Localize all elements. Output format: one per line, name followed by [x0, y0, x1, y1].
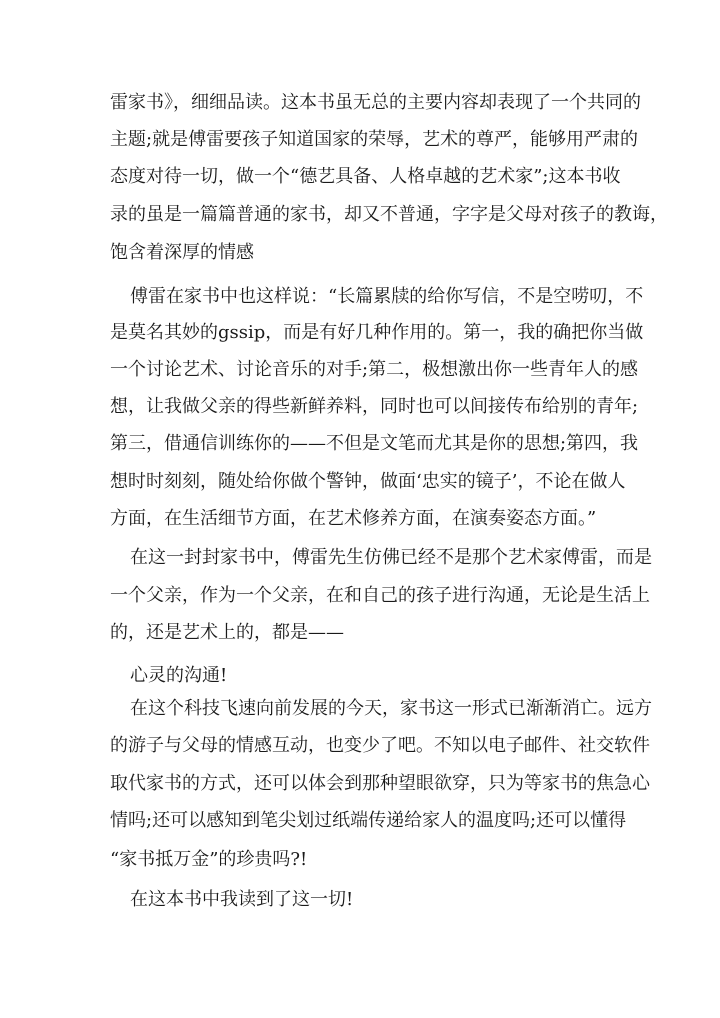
text-line: 方面，在生活细节方面，在艺术修养方面，在演奏姿态方面。”	[110, 508, 597, 529]
text-line: 心灵的沟通!	[130, 665, 228, 686]
text-line: 在这一封封家书中，傅雷先生仿佛已经不是那个艺术家傅雷，而是	[130, 547, 652, 568]
text-line: 的游子与父母的情感互动，也变少了吧。不知以电子邮件、社交软件	[110, 735, 650, 756]
text-line: 在这本书中我读到了这一切!	[130, 889, 354, 910]
text-line: 想，让我做父亲的得些新鲜养料，同时也可以间接传布给别的青年;	[110, 396, 639, 417]
text-line: 是莫名其妙的gssip，而是有好几种作用的。第一，我的确把你当做	[110, 322, 644, 343]
text-line: 一个讨论艺术、讨论音乐的对手;第二，极想激出你一些青年人的感	[110, 359, 639, 380]
text-line: 想时时刻刻，随处给你做个警钟，做面‘忠实的镜子’，不论在做人	[110, 471, 626, 492]
text-line: “家书抵万金”的珍贵吗?!	[110, 849, 308, 870]
text-line: 饱含着深厚的情感	[110, 242, 254, 263]
text-line: 态度对待一切，做一个“德艺具备、人格卓越的艺术家”;这本书收	[110, 166, 621, 187]
text-line: 的，还是艺术上的，都是——	[110, 622, 344, 643]
text-line: 录的虽是一篇篇普通的家书，却又不普通，字字是父母对孩子的教诲，	[110, 204, 668, 225]
text-line: 第三，借通信训练你的——不但是文笔而尤其是你的思想;第四，我	[110, 433, 639, 454]
text-line: 情吗;还可以感知到笔尖划过纸端传递给家人的温度吗;还可以懂得	[110, 810, 627, 831]
text-line: 傅雷在家书中也这样说：“长篇累牍的给你写信，不是空唠叨，不	[130, 286, 644, 307]
text-line: 在这个科技飞速向前发展的今天，家书这一形式已渐渐消亡。远方	[130, 698, 652, 719]
text-line: 主题;就是傅雷要孩子知道国家的荣辱，艺术的尊严，能够用严肃的	[110, 129, 639, 150]
text-line: 取代家书的方式，还可以体会到那种望眼欲穿，只为等家书的焦急心	[110, 773, 650, 794]
text-line: 一个父亲，作为一个父亲，在和自己的孩子进行沟通，无论是生活上	[110, 585, 650, 606]
text-line: 雷家书》，细细品读。这本书虽无总的主要内容却表现了一个共同的	[110, 92, 641, 113]
